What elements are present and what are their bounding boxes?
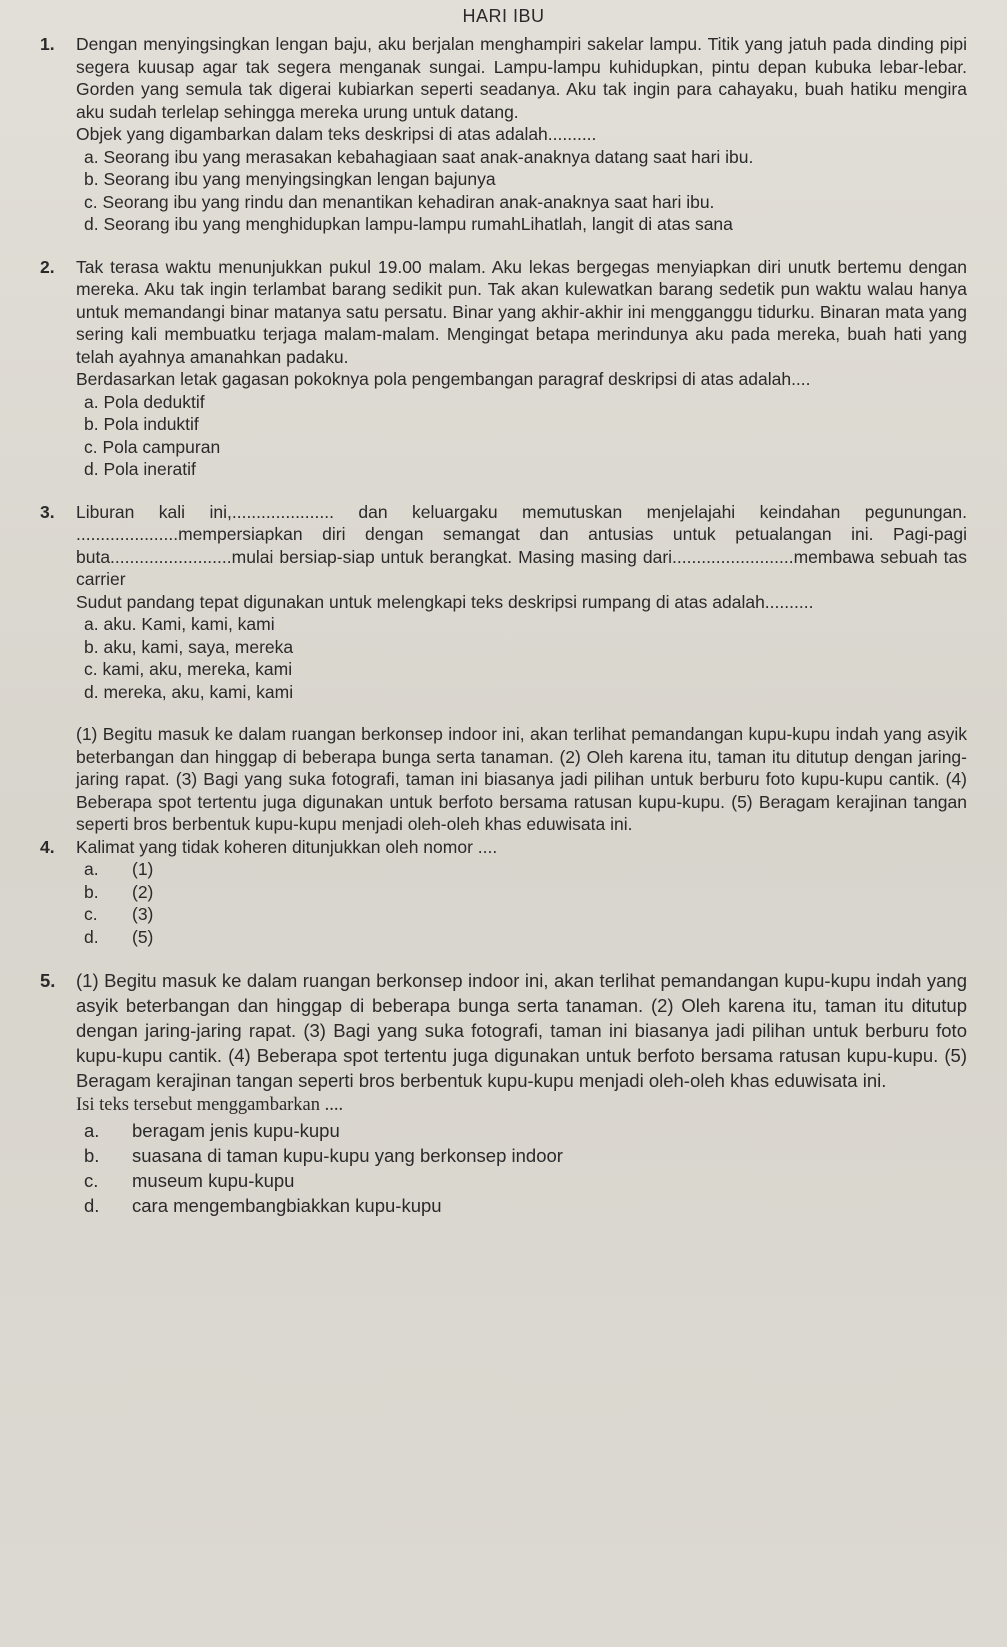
question-prompt: Objek yang digambarkan dalam teks deskripsi di atas adalah.......... (76, 124, 597, 144)
option-c[interactable]: c. Seorang ibu yang rindu dan menantikan kehadiran anak-anaknya saat hari ibu. (84, 191, 715, 212)
answer-options (76, 858, 967, 948)
question-1 (40, 33, 967, 236)
question-prompt: Berdasarkan letak gagasan pokoknya pola pengembangan paragraf deskripsi di atas adalah.... (76, 369, 811, 389)
option-d[interactable]: d. Seorang ibu yang menghidupkan lampu-lampu rumahLihatlah, langit di atas sana (84, 214, 733, 234)
option-text: (1) (132, 859, 154, 879)
option-text: (5) (132, 926, 154, 947)
option-a[interactable]: a. Seorang ibu yang merasakan kebahagiaan saat anak-anaknya datang saat hari ibu. (84, 146, 754, 167)
question-3 (40, 501, 967, 704)
option-letter: d. (84, 1195, 100, 1216)
option-text: museum kupu-kupu (132, 1170, 295, 1191)
option-d[interactable]: d. Pola ineratif (84, 459, 196, 479)
option-letter: a. (84, 859, 99, 879)
question-passage: (1) Begitu masuk ke dalam ruangan berkonsep indoor ini, akan terlihat pemandangan kupu-kupu indah yang asyik beterbangan dan hinggap di beberapa bunga serta tanaman. (2) Oleh karena itu, taman itu ditutup dengan jaring-jaring rapat. (3) Bagi yang suka fotografi, taman ini biasanya jadi pilihan untuk berburu foto kupu-kupu cantik. (4) Beberapa spot tertentu juga digunakan untuk berfoto bersama ratusan kupu-kupu. (5) Beragam kerajinan tangan seperti bros berbentuk kupu-kupu menjadi oleh-oleh khas eduwisata ini. (76, 724, 967, 834)
question-number: 2. (40, 256, 55, 277)
question-prompt: Sudut pandang tepat digunakan untuk melengkapi teks deskripsi rumpang di atas adalah.......... (76, 591, 814, 612)
option-letter: b. (84, 1145, 100, 1166)
option-letter: d. (84, 926, 99, 947)
question-number: 1. (40, 34, 55, 54)
answer-options (76, 146, 967, 236)
question-passage: Tak terasa waktu menunjukkan pukul 19.00 malam. Aku lekas bergegas menyiapkan diri unutk bertemu dengan mereka. Aku tak ingin terlambat barang sedikit pun. Tak akan kulewatkan barang sedetik pun waktu walau hanya untuk memandangi binar matanya satu persatu. Binar yang akhir-akhir ini mengganggu tidurku. Binaran mata yang sering kali membuatku terjaga malam-malam. Mengingat betapa merindunya aku pada mereka, buah hati yang telah ayahnya amanahkan padaku. (76, 256, 967, 367)
option-a[interactable]: a. Pola deduktif (84, 391, 205, 412)
option-d[interactable] (76, 926, 967, 949)
option-b[interactable]: b. aku, kami, saya, mereka (84, 636, 294, 657)
question-prompt: Isi teks tersebut menggambarkan .... (76, 1095, 344, 1115)
question-passage: Dengan menyingsingkan lengan baju, aku berjalan menghampiri sakelar lampu. Titik yang jatuh pada dinding pipi segera kuusap agar tak segera menganak sungai. Lampu-lampu kuhidupkan, pintu depan kubuka lebar-lebar. Gorden yang semula tak digerai kubiarkan seperti seadanya. Aku tak ingin para cahayaku, buah hatiku mengira aku sudah terlelap sehingga mereka urung untuk datang. (76, 34, 967, 122)
question-5 (40, 968, 967, 1218)
question-number: 5. (40, 970, 56, 991)
question-2 (40, 256, 967, 481)
option-text: (2) (132, 881, 154, 902)
question-number: 3. (40, 501, 55, 522)
question-4 (40, 836, 967, 949)
option-a[interactable] (76, 858, 967, 881)
option-letter: c. (84, 1170, 99, 1191)
option-letter: a. (84, 1120, 100, 1141)
option-a[interactable] (76, 1118, 967, 1143)
answer-options (76, 1118, 967, 1218)
question-passage: (1) Begitu masuk ke dalam ruangan berkonsep indoor ini, akan terlihat pemandangan kupu-kupu indah yang asyik beterbangan dan hinggap di beberapa bunga serta tanaman. (2) Oleh karena itu, taman itu ditutup dengan jaring-jaring rapat. (3) Bagi yang suka fotografi, taman ini biasanya jadi pilihan untuk berburu foto kupu-kupu cantik. (4) Beberapa spot tertentu juga digunakan untuk berfoto bersama ratusan kupu-kupu. (5) Beragam kerajinan tangan seperti bros berbentuk kupu-kupu menjadi oleh-oleh khas eduwisata ini. (76, 970, 967, 1091)
option-b[interactable]: b. Pola induktif (84, 414, 199, 434)
answer-options (76, 613, 967, 703)
option-text: (3) (132, 904, 154, 924)
option-letter: c. (84, 904, 98, 924)
option-b[interactable] (76, 881, 967, 904)
option-c[interactable] (76, 903, 967, 926)
question-number: 4. (40, 836, 55, 857)
question-passage: Liburan kali ini,..................... dan keluargaku memutuskan menjelajahi keindahan pegunungan. .....................mempersiapkan diri dengan semangat dan antusias untuk petualangan ini. Pagi-pagi buta.........................mulai bersiap-siap untuk berangkat. Masing masing dari.........................membawa sebuah tas carrier (76, 501, 967, 589)
option-c[interactable] (76, 1168, 967, 1193)
option-c[interactable]: c. Pola campuran (84, 436, 221, 457)
option-b[interactable]: b. Seorang ibu yang menyingsingkan lengan bajunya (84, 169, 496, 189)
option-letter: b. (84, 881, 99, 902)
question-prompt: Kalimat yang tidak koheren ditunjukkan oleh nomor .... (76, 836, 498, 857)
option-d[interactable]: d. mereka, aku, kami, kami (84, 681, 294, 702)
option-b[interactable] (76, 1143, 967, 1168)
option-a[interactable]: a. aku. Kami, kami, kami (84, 614, 275, 634)
option-c[interactable]: c. kami, aku, mereka, kami (84, 659, 293, 679)
passage-4 (40, 723, 967, 836)
option-text: suasana di taman kupu-kupu yang berkonsep indoor (132, 1145, 563, 1166)
option-text: cara mengembangbiakkan kupu-kupu (132, 1195, 442, 1216)
page-title: HARI IBU (462, 6, 545, 26)
option-d[interactable] (76, 1193, 967, 1218)
option-text: beragam jenis kupu-kupu (132, 1120, 340, 1141)
answer-options (76, 391, 967, 481)
